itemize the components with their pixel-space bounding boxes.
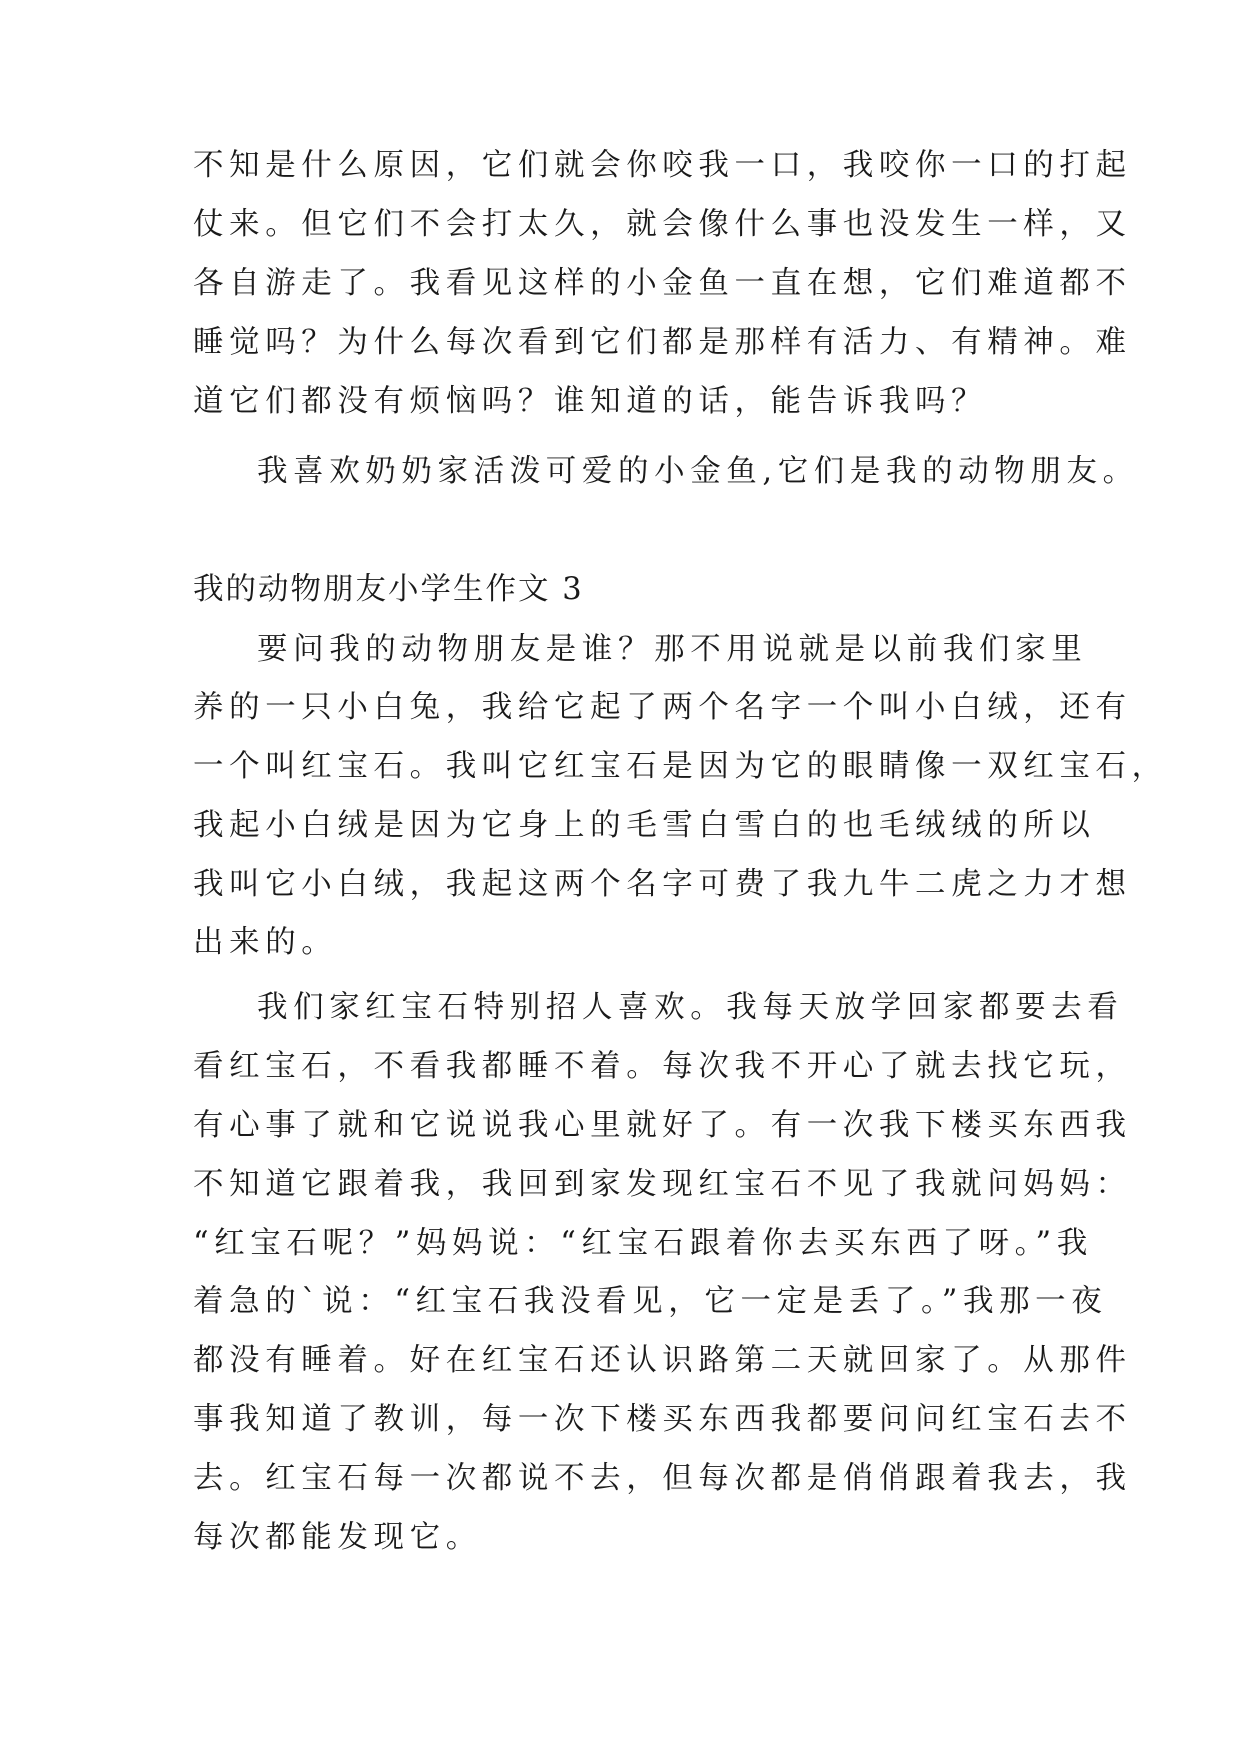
text-line: 都没有睡着。好在红宝石还认识路第二天就回家了。从那件 [193, 1343, 1132, 1378]
section-title: 我的动物朋友小学生作文 3 [193, 572, 584, 607]
text-line: 我起小白绒是因为它身上的毛雪白雪白的也毛绒绒的所以 [193, 808, 1096, 843]
text-line: 不知道它跟着我，我回到家发现红宝石不见了我就问妈妈： [193, 1167, 1132, 1202]
text-line: 有心事了就和它说说我心里就好了。有一次我下楼买东西我 [193, 1108, 1132, 1143]
text-line: 各自游走了。我看见这样的小金鱼一直在想，它们难道都不 [193, 266, 1132, 301]
text-line: 道它们都没有烦恼吗？谁知道的话，能告诉我吗？ [193, 384, 988, 419]
text-line: 仗来。但它们不会打太久，就会像什么事也没发生一样，又 [193, 207, 1132, 242]
text-line: 养的一只小白兔，我给它起了两个名字一个叫小白绒，还有 [193, 690, 1132, 725]
text-line: 不知是什么原因，它们就会你咬我一口，我咬你一口的打起 [193, 148, 1132, 183]
text-line: “红宝石呢？”妈妈说：“红宝石跟着你去买东西了呀。”我 [193, 1226, 1093, 1261]
text-line: 看红宝石，不看我都睡不着。每次我不开心了就去找它玩， [193, 1049, 1132, 1084]
text-line: 睡觉吗？为什么每次看到它们都是那样有活力、有精神。难 [193, 325, 1132, 360]
text-line: 着急的`说：“红宝石我没看见，它一定是丢了。”我那一夜 [193, 1284, 1108, 1319]
text-line: 一个叫红宝石。我叫它红宝石是因为它的眼睛像一双红宝石， [193, 749, 1168, 784]
text-line: 去。红宝石每一次都说不去，但每次都是俏俏跟着我去，我 [193, 1461, 1132, 1496]
text-line: 要问我的动物朋友是谁？那不用说就是以前我们家里 [257, 632, 1088, 667]
text-line: 每次都能发现它。 [193, 1520, 482, 1555]
text-line: 我们家红宝石特别招人喜欢。我每天放学回家都要去看 [257, 990, 1124, 1025]
text-line: 出来的。 [193, 925, 338, 960]
closing-line: 我喜欢奶奶家活泼可爱的小金鱼,它们是我的动物朋友。 [257, 454, 1139, 489]
text-line: 我叫它小白绒，我起这两个名字可费了我九牛二虎之力才想 [193, 867, 1132, 902]
text-line: 事我知道了教训，每一次下楼买东西我都要问问红宝石去不 [193, 1402, 1132, 1437]
